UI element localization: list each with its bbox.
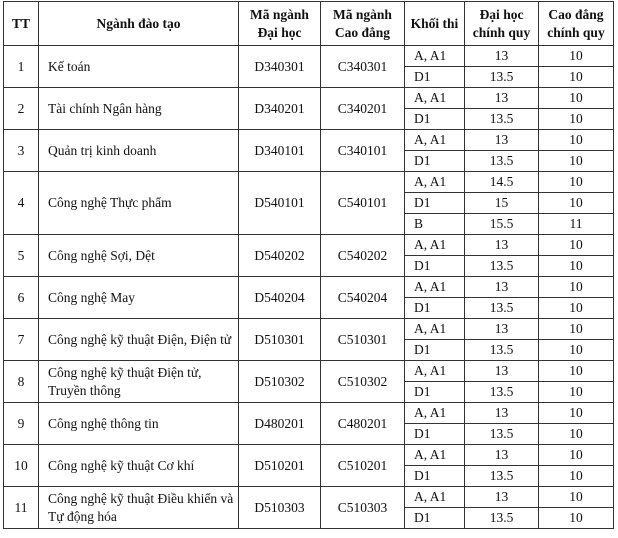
cell-cd: 10 (539, 193, 614, 214)
cell-dh: 13 (465, 46, 539, 67)
cell-ma-cd: C340301 (321, 46, 405, 88)
cell-khoi: A, A1 (405, 361, 465, 382)
table-row (4, 88, 614, 109)
cell-ma-dh: D510201 (239, 445, 321, 487)
cell-ma-dh: D340301 (239, 46, 321, 88)
table-row (4, 235, 614, 256)
cell-khoi: D1 (405, 256, 465, 277)
cell-tt: 4 (4, 172, 39, 235)
cell-khoi: D1 (405, 67, 465, 88)
cell-dh: 13 (465, 319, 539, 340)
cell-khoi: A, A1 (405, 46, 465, 67)
cell-khoi: A, A1 (405, 403, 465, 424)
header-nganh: Ngành đào tạo (39, 2, 239, 46)
cell-dh: 13.5 (465, 298, 539, 319)
cell-tt: 10 (4, 445, 39, 487)
cell-nganh: Quản trị kinh doanh (39, 130, 239, 172)
cell-khoi: A, A1 (405, 172, 465, 193)
cell-cd: 10 (539, 256, 614, 277)
cell-khoi: A, A1 (405, 235, 465, 256)
cell-dh: 13.5 (465, 256, 539, 277)
header-dh: Đại học chính quy (465, 2, 539, 46)
cell-ma-cd: C510301 (321, 319, 405, 361)
cell-khoi: D1 (405, 424, 465, 445)
cell-ma-cd: C540202 (321, 235, 405, 277)
cell-nganh: Công nghệ Thực phẩm (39, 172, 239, 235)
cell-khoi: D1 (405, 298, 465, 319)
cell-tt: 8 (4, 361, 39, 403)
cell-tt: 6 (4, 277, 39, 319)
cell-cd: 10 (539, 508, 614, 529)
cell-khoi: A, A1 (405, 88, 465, 109)
cell-khoi: D1 (405, 340, 465, 361)
cell-khoi: D1 (405, 382, 465, 403)
cell-dh: 13 (465, 130, 539, 151)
cell-ma-cd: C510302 (321, 361, 405, 403)
cell-cd: 10 (539, 382, 614, 403)
cell-cd: 10 (539, 445, 614, 466)
cell-nganh: Công nghệ May (39, 277, 239, 319)
cell-dh: 13 (465, 235, 539, 256)
cell-dh: 15.5 (465, 214, 539, 235)
cell-ma-dh: D510302 (239, 361, 321, 403)
cell-cd: 10 (539, 277, 614, 298)
cell-dh: 13.5 (465, 340, 539, 361)
cell-cd: 10 (539, 172, 614, 193)
cell-khoi: A, A1 (405, 445, 465, 466)
table-row (4, 172, 614, 193)
cell-ma-cd: C540101 (321, 172, 405, 235)
cell-cd: 10 (539, 109, 614, 130)
cell-dh: 13 (465, 361, 539, 382)
cell-khoi: A, A1 (405, 130, 465, 151)
table-row (4, 403, 614, 424)
cell-cd: 10 (539, 46, 614, 67)
cell-tt: 2 (4, 88, 39, 130)
cell-cd: 10 (539, 361, 614, 382)
cell-ma-dh: D540204 (239, 277, 321, 319)
cell-cd: 10 (539, 235, 614, 256)
header-khoi: Khối thi (405, 2, 465, 46)
cell-nganh: Công nghệ kỹ thuật Điều khiển và Tự động hóa (39, 487, 239, 529)
cell-khoi: A, A1 (405, 487, 465, 508)
cell-cd: 10 (539, 298, 614, 319)
header-ma-dh: Mã ngành Đại học (239, 2, 321, 46)
cell-dh: 13.5 (465, 151, 539, 172)
cell-cd: 10 (539, 424, 614, 445)
cell-ma-dh: D480201 (239, 403, 321, 445)
cell-ma-cd: C340101 (321, 130, 405, 172)
cell-cd: 10 (539, 466, 614, 487)
cell-nganh: Công nghệ kỹ thuật Điện, Điện tử (39, 319, 239, 361)
cell-dh: 13 (465, 487, 539, 508)
cell-dh: 13 (465, 403, 539, 424)
cell-ma-dh: D340201 (239, 88, 321, 130)
cell-cd: 10 (539, 67, 614, 88)
cell-dh: 13.5 (465, 67, 539, 88)
cell-tt: 1 (4, 46, 39, 88)
cell-khoi: B (405, 214, 465, 235)
cell-ma-dh: D540202 (239, 235, 321, 277)
table-row (4, 130, 614, 151)
cell-nganh: Công nghệ kỹ thuật Điện tử, Truyền thông (39, 361, 239, 403)
cell-cd: 10 (539, 340, 614, 361)
cell-dh: 13 (465, 445, 539, 466)
cell-khoi: A, A1 (405, 277, 465, 298)
cell-dh: 13.5 (465, 508, 539, 529)
cell-tt: 9 (4, 403, 39, 445)
cell-cd: 10 (539, 403, 614, 424)
cell-cd: 10 (539, 487, 614, 508)
table-row (4, 277, 614, 298)
cell-dh: 13 (465, 88, 539, 109)
cell-ma-cd: C510303 (321, 487, 405, 529)
cell-dh: 13.5 (465, 109, 539, 130)
cell-tt: 11 (4, 487, 39, 529)
cell-tt: 5 (4, 235, 39, 277)
cell-nganh: Công nghệ thông tin (39, 403, 239, 445)
bottom-crop (0, 533, 618, 538)
cell-cd: 10 (539, 88, 614, 109)
cell-khoi: A, A1 (405, 319, 465, 340)
cell-khoi: D1 (405, 466, 465, 487)
cell-ma-cd: C540204 (321, 277, 405, 319)
cell-cd: 10 (539, 151, 614, 172)
table-row (4, 46, 614, 67)
cell-ma-dh: D340101 (239, 130, 321, 172)
cell-dh: 13.5 (465, 382, 539, 403)
table-row (4, 361, 614, 382)
cell-khoi: D1 (405, 109, 465, 130)
cell-dh: 13.5 (465, 424, 539, 445)
cell-nganh: Kế toán (39, 46, 239, 88)
cell-ma-dh: D540101 (239, 172, 321, 235)
table-row (4, 487, 614, 508)
cell-ma-cd: C340201 (321, 88, 405, 130)
cell-ma-dh: D510301 (239, 319, 321, 361)
cell-ma-cd: C480201 (321, 403, 405, 445)
cell-khoi: D1 (405, 508, 465, 529)
header-row (4, 2, 614, 46)
header-ma-cd: Mã ngành Cao đẳng (321, 2, 405, 46)
cell-dh: 13.5 (465, 466, 539, 487)
cell-cd: 10 (539, 319, 614, 340)
cell-cd: 10 (539, 130, 614, 151)
header-cd: Cao đẳng chính quy (539, 2, 614, 46)
cell-tt: 7 (4, 319, 39, 361)
header-tt: TT (4, 2, 39, 46)
cell-dh: 14.5 (465, 172, 539, 193)
table-row (4, 319, 614, 340)
cell-khoi: D1 (405, 193, 465, 214)
admission-score-table (3, 1, 614, 529)
cell-ma-dh: D510303 (239, 487, 321, 529)
cell-nganh: Công nghệ kỹ thuật Cơ khí (39, 445, 239, 487)
cell-cd: 11 (539, 214, 614, 235)
cell-tt: 3 (4, 130, 39, 172)
cell-dh: 13 (465, 277, 539, 298)
cell-ma-cd: C510201 (321, 445, 405, 487)
cell-nganh: Tài chính Ngân hàng (39, 88, 239, 130)
table-row (4, 445, 614, 466)
cell-khoi: D1 (405, 151, 465, 172)
cell-nganh: Công nghệ Sợi, Dệt (39, 235, 239, 277)
cell-dh: 15 (465, 193, 539, 214)
